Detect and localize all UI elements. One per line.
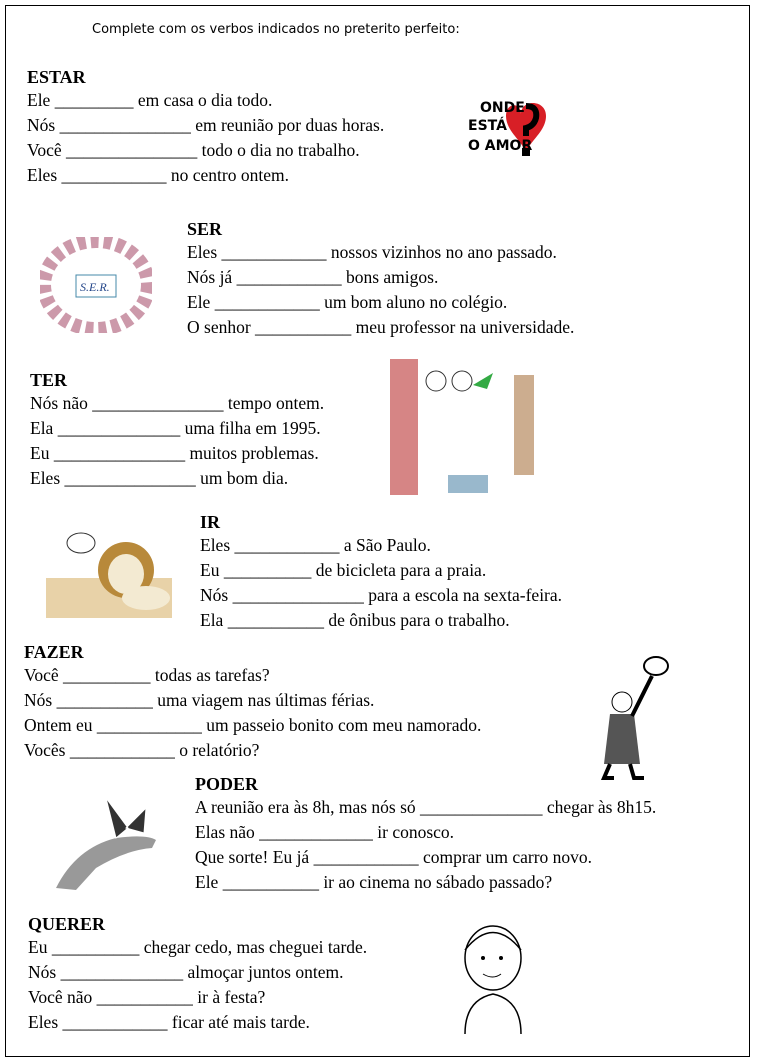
- verb-heading: SER: [187, 219, 223, 239]
- man-with-hat-illustration: [590, 650, 675, 782]
- exercise-line: Ele ____________ um bom aluno no colégio.: [187, 292, 508, 312]
- exercise-line: Eles ____________ no centro ontem.: [27, 165, 289, 185]
- verb-heading: TER: [30, 370, 68, 390]
- verb-heading: ESTAR: [27, 67, 86, 87]
- exercise-line: Eles ____________ nossos vizinhos no ano passado.: [187, 242, 557, 262]
- section-estar: [27, 66, 384, 188]
- svg-text:S.E.R.: S.E.R.: [80, 280, 110, 294]
- exercise-line: Que sorte! Eu já ____________ comprar um carro novo.: [195, 847, 593, 867]
- lion-cartoon: [46, 518, 172, 618]
- exercise-line: Ele _________ em casa o dia todo.: [27, 90, 273, 110]
- exercise-line: Você não ___________ ir à festa?: [28, 987, 266, 1007]
- exercise-line: Eles ____________ a São Paulo.: [200, 535, 431, 555]
- onde-esta-o-amor-logo: [466, 94, 556, 160]
- svg-text:O AMOR: O AMOR: [468, 138, 533, 154]
- section-fazer: [24, 641, 481, 763]
- exercise-line: Eles _______________ um bom dia.: [30, 468, 289, 488]
- section-ter: [30, 369, 324, 491]
- verb-heading: PODER: [195, 774, 258, 794]
- exercise-line: A reunião era às 8h, mas nós só ______________ chegar às 8h15.: [195, 797, 657, 817]
- exercise-line: Nós não _______________ tempo ontem.: [30, 393, 325, 413]
- exercise-line: Eu __________ de bicicleta para a praia.: [200, 560, 487, 580]
- exercise-line: O senhor ___________ meu professor na universidade.: [187, 317, 575, 337]
- exercise-line: Nós ______________ almoçar juntos ontem.: [28, 962, 344, 982]
- svg-text:ESTÁ: ESTÁ: [468, 118, 507, 134]
- instructions: Complete com os verbos indicados no preterito perfeito:: [92, 22, 460, 37]
- section-ser: [187, 218, 574, 340]
- exercise-line: Nós _______________ para a escola na sexta-feira.: [200, 585, 563, 605]
- exercise-line: Nós já ____________ bons amigos.: [187, 267, 439, 287]
- exercise-line: Eu _______________ muitos problemas.: [30, 443, 319, 463]
- exercise-line: Ontem eu ____________ um passeio bonito com meu namorado.: [24, 715, 482, 735]
- exercise-line: Elas não _____________ ir conosco.: [195, 822, 455, 842]
- exercise-line: Ela ___________ de ônibus para o trabalho.: [200, 610, 510, 630]
- section-poder: [195, 773, 656, 895]
- section-ir: [200, 511, 562, 633]
- verb-heading: FAZER: [24, 642, 84, 662]
- exercise-line: Você __________ todas as tarefas?: [24, 665, 270, 685]
- butterfly-on-hand-photo: [56, 788, 158, 890]
- children-circle-illustration: [40, 237, 152, 333]
- svg-text:ONDE: ONDE: [480, 100, 525, 116]
- verb-heading: IR: [200, 512, 221, 532]
- exercise-line: Eles ____________ ficar até mais tarde.: [28, 1012, 310, 1032]
- exercise-line: Eu __________ chegar cedo, mas cheguei tarde.: [28, 937, 368, 957]
- books-illustration: [388, 355, 546, 498]
- exercise-line: Ela ______________ uma filha em 1995.: [30, 418, 321, 438]
- exercise-line: Nós ___________ uma viagem nas últimas férias.: [24, 690, 375, 710]
- boy-drawing: [455, 920, 531, 1036]
- exercise-line: Vocês ____________ o relatório?: [24, 740, 260, 760]
- exercise-line: Você _______________ todo o dia no trabalho.: [27, 140, 360, 160]
- exercise-line: Nós _______________ em reunião por duas horas.: [27, 115, 385, 135]
- verb-heading: QUERER: [28, 914, 106, 934]
- exercise-line: Ele ___________ ir ao cinema no sábado passado?: [195, 872, 553, 892]
- section-querer: [28, 913, 367, 1035]
